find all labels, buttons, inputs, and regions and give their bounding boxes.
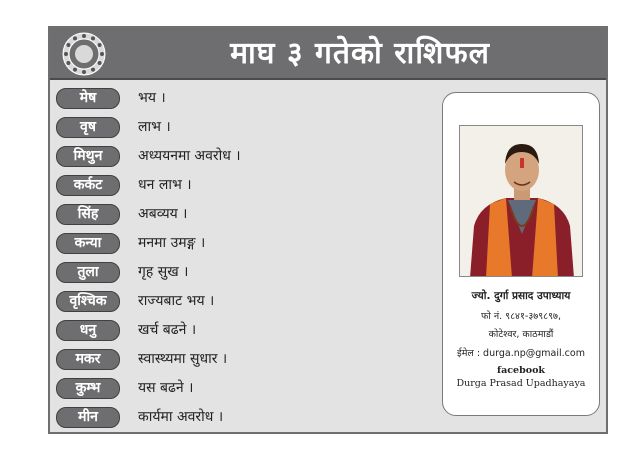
sign-row-mesh (56, 86, 436, 115)
astrologer-phone: फो नं. ९८४१-३७९८९७, (481, 311, 561, 322)
astrologer-photo (459, 125, 583, 277)
portrait-image (460, 126, 583, 277)
sign-badge: मिथुन (56, 146, 120, 167)
sign-prediction: गृह सुख । (138, 264, 189, 280)
sign-row-kanya (56, 231, 436, 260)
sign-row-dhanu (56, 318, 436, 347)
sign-prediction: धन लाभ । (138, 177, 192, 193)
zodiac-wheel-icon (62, 32, 106, 76)
sign-prediction: यस बढने । (138, 380, 194, 396)
sign-row-meen (56, 405, 436, 434)
sign-row-singha (56, 202, 436, 231)
sign-row-vrishchik (56, 289, 436, 318)
sign-badge: मीन (56, 407, 120, 428)
sign-badge: धनु (56, 320, 120, 341)
sign-badge: वृश्चिक (56, 291, 120, 312)
sign-badge: कन्या (56, 233, 120, 254)
sign-badge: तुला (56, 262, 120, 283)
sign-row-vrish (56, 115, 436, 144)
sign-badge: सिंह (56, 204, 120, 225)
header-banner (50, 28, 606, 80)
sign-row-makar (56, 347, 436, 376)
sign-list (56, 86, 436, 434)
sign-badge: मकर (56, 349, 120, 370)
astrologer-email[interactable]: ईमेल : durga.np@gmail.com (457, 348, 585, 359)
facebook-label: facebook (497, 365, 545, 376)
astrologer-name: ज्यो. दुर्गा प्रसाद उपाध्याय (471, 290, 571, 302)
sign-prediction: खर्च बढने । (138, 322, 197, 338)
page-title: माघ ३ गतेको राशिफल (230, 36, 490, 71)
sign-prediction: अध्ययनमा अवरोध । (138, 148, 241, 164)
sign-prediction: कार्यमा अवरोध । (138, 409, 224, 425)
sign-row-karkat (56, 173, 436, 202)
rashifal-card (48, 26, 608, 434)
sign-prediction: राज्यबाट भय । (138, 293, 215, 309)
sign-badge: मेष (56, 88, 120, 109)
sign-badge: वृष (56, 117, 120, 138)
astrologer-card (442, 92, 600, 416)
astrologer-address: कोटेश्वर, काठमाडौं (488, 329, 554, 340)
sign-prediction: अबव्यय । (138, 206, 188, 222)
sign-row-mithun (56, 144, 436, 173)
sign-prediction: लाभ । (138, 119, 171, 135)
sign-prediction: भय । (138, 90, 166, 106)
sign-badge: कर्कट (56, 175, 120, 196)
sign-row-kumbha (56, 376, 436, 405)
sign-badge: कुम्भ (56, 378, 120, 399)
sign-row-tula (56, 260, 436, 289)
sign-prediction: मनमा उमङ्ग । (138, 235, 206, 251)
facebook-name[interactable]: Durga Prasad Upadhayaya (456, 378, 586, 389)
sign-prediction: स्वास्थ्यमा सुधार । (138, 351, 228, 367)
